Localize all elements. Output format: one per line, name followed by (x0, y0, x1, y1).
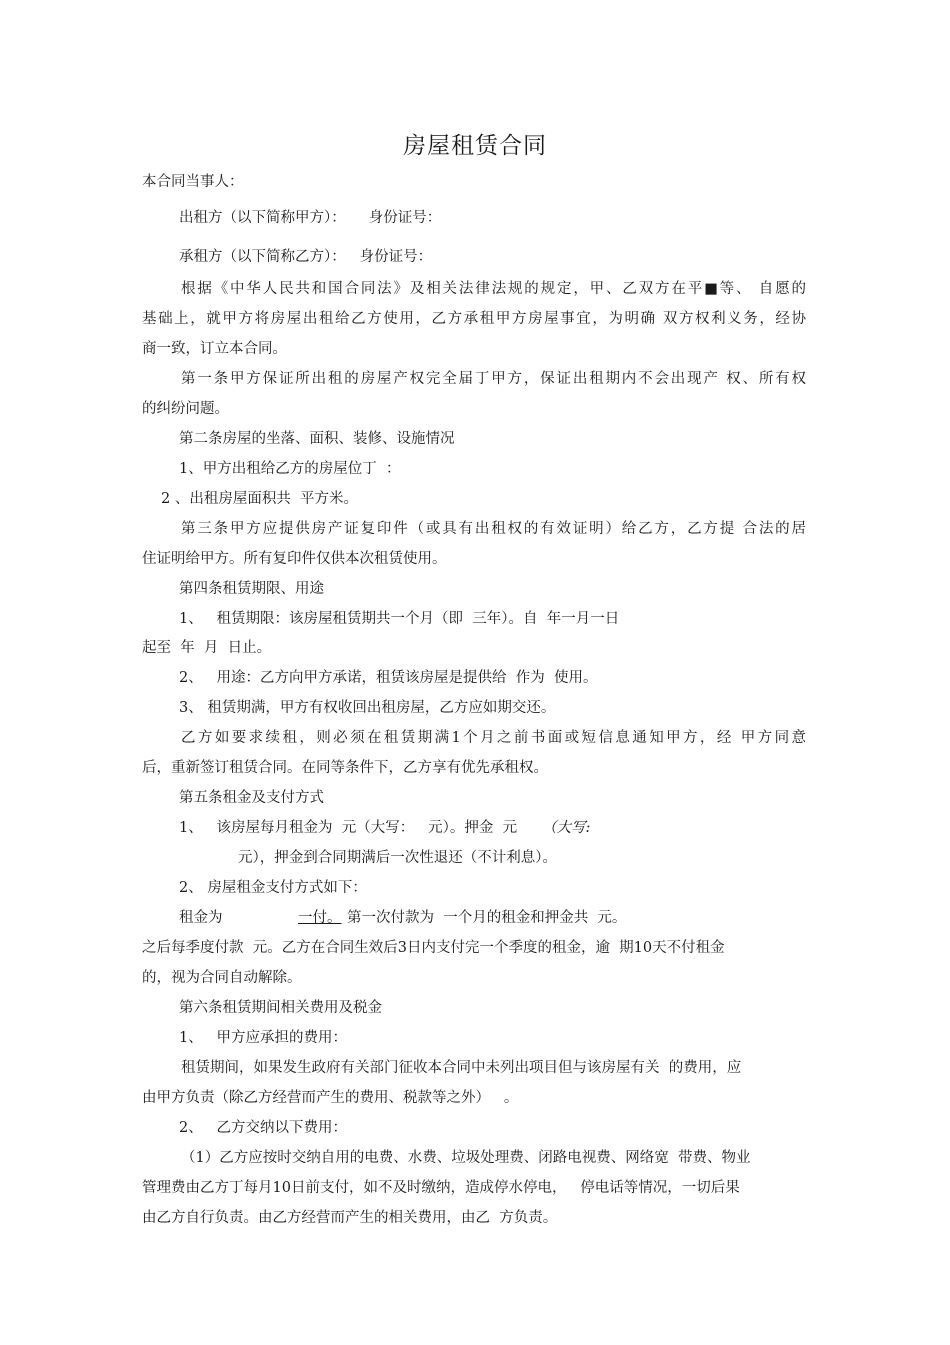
preamble-line-1: 根据《中华人民共和国合同法》及相关法律法规的规定，甲、乙双方在平■等、 自愿的 (181, 281, 806, 297)
preamble-line-3: 商一致，订立本合同。 (142, 341, 287, 357)
article-6-item-2-line-2: 管理费由乙方丁每月10日前支付，如不及时缴纳，造成停水停电， 停电话等情况，一切后果 (142, 1180, 740, 1196)
article-2-item-1: 1、甲方出租给乙方的房屋位丁 ： (179, 461, 401, 477)
article-4-heading: 第四条租赁期限、用途 (179, 581, 324, 597)
article-6-heading: 第六条租赁期间相关费用及税金 (179, 1000, 382, 1016)
article-6-item-2-line-1: （1）乙方应按时交纳自用的电费、水费、垃圾处理费、闭路电视费、网络宽 带费、物业 (181, 1150, 751, 1166)
parties-heading: 本合同当事人： (142, 174, 244, 190)
article-5-item-1-line-1: 1、 该房屋每月租金为 元（大写： 元）。押金 元 (179, 820, 518, 836)
article-4-item-1-line-1: 1、 租赁期限：该房屋租赁期共一个月（即 三年）。自 年一月一日 (179, 611, 620, 627)
payment-line-2: 之后每季度付款 元。乙方在合同生效后3日内支付完一个季度的租金，逾 期10天不付租金 (142, 940, 725, 956)
preamble-line-2: 基础上，就甲方将房屋出租给乙方使用，乙方承租甲方房屋事宜，为明确 双方权利义务，经协 (142, 311, 806, 327)
lessor-line: 出租方（以下简称甲方）： 身份证号： (179, 210, 442, 226)
article-3-line-1: 第三条甲方应提供房产证复印件（或具有出租权的有效证明）给乙方，乙方提 合法的居 (181, 521, 806, 537)
document-title: 房屋租赁合同 (403, 133, 547, 159)
article-5-item-2: 2、 房屋租金支付方式如下： (179, 880, 367, 896)
article-5-item-1-italic: （大写: (542, 820, 591, 836)
article-1-line-1: 第一条甲方保证所出租的房屋产权完全届丁甲方，保证出租期内不会出现产 权、所有权 (181, 371, 806, 387)
payment-line-3: 的，视为合同自动解除。 (142, 970, 302, 986)
payment-label: 租金为 (179, 910, 223, 926)
article-6-item-1-line-2: 由甲方负责（除乙方经营而产生的费用、税款等之外） 。 (142, 1090, 519, 1106)
article-3-line-2: 住证明给甲方。所有复印件仅供本次租赁使用。 (142, 551, 447, 567)
article-6-item-2-line-3: 由乙方自行负责。由乙方经营而产生的相关费用，由乙 方负责。 (142, 1210, 558, 1226)
article-2-heading: 第二条房屋的坐落、面积、装修、设施情况 (179, 431, 455, 447)
article-5-item-1-line-2: 元），押金到合同期满后一次性退还（不计利息）。 (238, 850, 557, 866)
lessee-line: 承租方（以下简称乙方）： 身份证号： (179, 249, 433, 265)
article-6-item-2: 2、 乙方交纳以下费用： (179, 1120, 348, 1136)
article-5-heading: 第五条租金及支付方式 (179, 790, 324, 806)
payment-first: 第一次付款为 一个月的租金和押金共 元。 (347, 910, 627, 926)
article-4-item-1-line-2: 起至 年 月 日止。 (142, 640, 272, 656)
article-6-item-1: 1、 甲方应承担的费用： (179, 1030, 348, 1046)
renewal-line-2: 后，重新签订租赁合同。在同等条件下，乙方享有优先承租权。 (142, 760, 548, 776)
article-4-item-2: 2、 用途：乙方向甲方承诺，租赁该房屋是提供给 作为 使用。 (179, 670, 598, 686)
article-6-item-1-line-1: 租赁期间，如果发生政府有关部门征收本合同中未列出项目但与该房屋有关 的费用，应 (181, 1060, 742, 1076)
article-4-item-3: 3、 租赁期满，甲方有权收回出租房屋，乙方应如期交还。 (179, 700, 556, 716)
renewal-line-1: 乙方如要求续租，则必须在租赁期满1个月之前书面或短信息通知甲方，经 甲方同意 (181, 730, 806, 746)
payment-frequency: 一付。 (298, 910, 342, 926)
article-2-item-2: 2 、出租房屋面积共 平方米。 (161, 491, 359, 507)
article-1-line-2: 的纠纷问题。 (142, 401, 229, 417)
